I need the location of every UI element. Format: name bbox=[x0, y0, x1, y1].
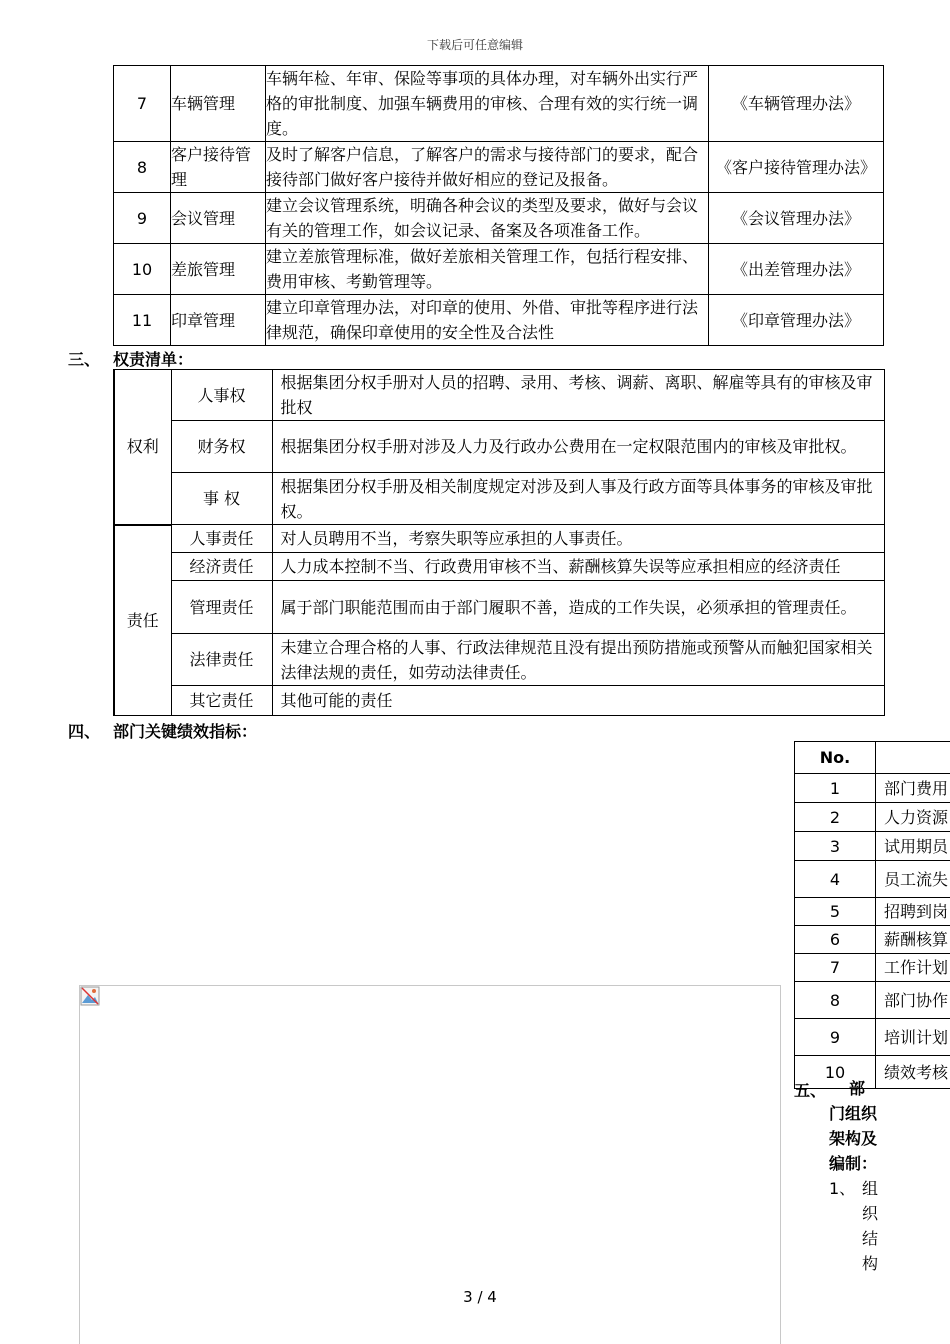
kpi-row bbox=[795, 803, 950, 832]
kpi-no: 5 bbox=[795, 898, 876, 926]
section-5-title-line-3: 架构及 bbox=[829, 1129, 878, 1148]
kpi-row bbox=[795, 832, 950, 861]
subsection-1-char-4: 构 bbox=[862, 1254, 879, 1273]
kpi-name: 人力资源 bbox=[876, 803, 950, 832]
rights-item-name: 人事权 bbox=[171, 370, 272, 421]
kpi-no: 2 bbox=[795, 803, 876, 832]
kpi-name: 薪酬核算 bbox=[876, 926, 950, 954]
kpi-no: 10 bbox=[795, 1056, 876, 1089]
responsibility-item-name: 经济责任 bbox=[171, 553, 272, 581]
responsibility-item-name: 法律责任 bbox=[171, 634, 272, 686]
section-5-title-line-1: 部 bbox=[849, 1079, 866, 1098]
kpi-name: 部门协作 bbox=[876, 982, 950, 1019]
duty-row bbox=[114, 66, 884, 142]
section-title-text: 部门关键绩效指标： bbox=[113, 722, 258, 741]
kpi-no: 7 bbox=[795, 954, 876, 982]
duty-description: 及时了解客户信息，了解客户的需求与接待部门的要求，配合接待部门做好客户接待并做好相应的登记及报备。 bbox=[266, 142, 709, 193]
duty-document: 《车辆管理办法》 bbox=[709, 66, 884, 142]
section-5-title-line-2: 门组织 bbox=[829, 1104, 878, 1123]
rights-group-label: 权利 bbox=[114, 370, 171, 525]
responsibility-item-name: 其它责任 bbox=[171, 686, 272, 716]
subsection-1-char-1: 组 bbox=[862, 1179, 879, 1198]
kpi-row bbox=[795, 926, 950, 954]
duty-row bbox=[114, 193, 884, 244]
kpi-row bbox=[795, 982, 950, 1019]
kpi-no: 8 bbox=[795, 982, 876, 1019]
duty-no: 10 bbox=[114, 244, 171, 295]
section-5-number: 五、 bbox=[794, 1081, 827, 1100]
section-number: 三、 bbox=[68, 350, 101, 369]
kpi-row bbox=[795, 861, 950, 898]
duty-name: 差旅管理 bbox=[171, 244, 266, 295]
duty-name: 车辆管理 bbox=[171, 66, 266, 142]
kpi-header-name bbox=[876, 742, 950, 774]
responsibility-row bbox=[114, 634, 884, 686]
kpi-name: 员工流失 bbox=[876, 861, 950, 898]
responsibility-row bbox=[114, 686, 884, 716]
kpi-name: 部门费用 bbox=[876, 774, 950, 803]
kpi-row bbox=[795, 954, 950, 982]
duty-document: 《会议管理办法》 bbox=[709, 193, 884, 244]
duty-name: 印章管理 bbox=[171, 295, 266, 346]
rights-row bbox=[114, 421, 884, 473]
section-4-title bbox=[68, 719, 257, 742]
duty-table bbox=[113, 65, 884, 346]
section-title-text: 权责清单： bbox=[113, 350, 194, 369]
kpi-no: 9 bbox=[795, 1019, 876, 1056]
kpi-name: 招聘到岗 bbox=[876, 898, 950, 926]
duty-description: 车辆年检、年审、保险等事项的具体办理，对车辆外出实行严格的审批制度、加强车辆费用的审核、合理有效的实行统一调度。 bbox=[266, 66, 709, 142]
subsection-1-char-3: 结 bbox=[862, 1229, 879, 1248]
broken-image-icon bbox=[80, 986, 100, 1006]
kpi-row bbox=[795, 898, 950, 926]
duty-row bbox=[114, 142, 884, 193]
subsection-1-char-2: 织 bbox=[862, 1204, 879, 1223]
responsibility-item-description: 未建立合理合格的人事、行政法律规范且没有提出预防措施或预警从而触犯国家相关法律法规的责任，如劳动法律责任。 bbox=[272, 634, 884, 686]
duty-name: 客户接待管理 bbox=[171, 142, 266, 193]
responsibility-item-description: 人力成本控制不当、行政费用审核不当、薪酬核算失误等应承担相应的经济责任 bbox=[272, 553, 884, 581]
section-5-title-line-4: 编制： bbox=[829, 1154, 878, 1173]
responsibility-item-description: 其他可能的责任 bbox=[272, 686, 884, 716]
section-3-title bbox=[68, 347, 193, 370]
duty-row bbox=[114, 244, 884, 295]
duty-no: 9 bbox=[114, 193, 171, 244]
rights-row bbox=[114, 473, 884, 525]
duty-row bbox=[114, 295, 884, 346]
rights-row bbox=[114, 370, 884, 421]
rights-item-description: 根据集团分权手册对人员的招聘、录用、考核、调薪、离职、解雇等具有的审核及审批权 bbox=[272, 370, 884, 421]
duty-no: 11 bbox=[114, 295, 171, 346]
kpi-header-no: No. bbox=[795, 742, 876, 774]
header-note: 下载后可任意编辑 bbox=[426, 38, 523, 52]
section-number: 四、 bbox=[68, 722, 101, 741]
responsibility-row bbox=[114, 581, 884, 634]
rights-item-name: 事 权 bbox=[171, 473, 272, 525]
duty-document: 《出差管理办法》 bbox=[709, 244, 884, 295]
rights-table bbox=[113, 369, 885, 716]
duty-document: 《印章管理办法》 bbox=[709, 295, 884, 346]
rights-item-description: 根据集团分权手册对涉及人力及行政办公费用在一定权限范围内的审核及审批权。 bbox=[272, 421, 884, 473]
responsibility-item-name: 管理责任 bbox=[171, 581, 272, 634]
responsibility-row bbox=[114, 553, 884, 581]
kpi-name: 工作计划 bbox=[876, 954, 950, 982]
kpi-no: 4 bbox=[795, 861, 876, 898]
duty-no: 8 bbox=[114, 142, 171, 193]
rights-item-name: 财务权 bbox=[171, 421, 272, 473]
subsection-1-number: 1、 bbox=[829, 1179, 856, 1198]
kpi-name: 试用期员 bbox=[876, 832, 950, 861]
responsibility-row bbox=[114, 525, 884, 553]
kpi-row bbox=[795, 774, 950, 803]
duty-document: 《客户接待管理办法》 bbox=[709, 142, 884, 193]
kpi-no: 3 bbox=[795, 832, 876, 861]
responsibility-item-description: 属于部门职能范围而由于部门履职不善，造成的工作失误，必须承担的管理责任。 bbox=[272, 581, 884, 634]
rights-item-description: 根据集团分权手册及相关制度规定对涉及到人事及行政方面等具体事务的审核及审批权。 bbox=[272, 473, 884, 525]
duty-description: 建立会议管理系统，明确各种会议的类型及要求，做好与会议有关的管理工作，如会议记录、备案及各项准备工作。 bbox=[266, 193, 709, 244]
page-number: 3 / 4 bbox=[463, 1288, 497, 1306]
responsibility-group-label: 责任 bbox=[114, 525, 171, 716]
duty-no: 7 bbox=[114, 66, 171, 142]
kpi-table bbox=[794, 741, 950, 1089]
duty-description: 建立差旅管理标准，做好差旅相关管理工作，包括行程安排、费用审核、考勤管理等。 bbox=[266, 244, 709, 295]
kpi-row bbox=[795, 1019, 950, 1056]
kpi-name: 绩效考核 bbox=[876, 1056, 950, 1089]
kpi-name: 培训计划 bbox=[876, 1019, 950, 1056]
duty-description: 建立印章管理办法，对印章的使用、外借、审批等程序进行法律规范，确保印章使用的安全性及合法性 bbox=[266, 295, 709, 346]
responsibility-item-description: 对人员聘用不当，考察失职等应承担的人事责任。 bbox=[272, 525, 884, 553]
kpi-no: 6 bbox=[795, 926, 876, 954]
responsibility-item-name: 人事责任 bbox=[171, 525, 272, 553]
kpi-no: 1 bbox=[795, 774, 876, 803]
duty-name: 会议管理 bbox=[171, 193, 266, 244]
